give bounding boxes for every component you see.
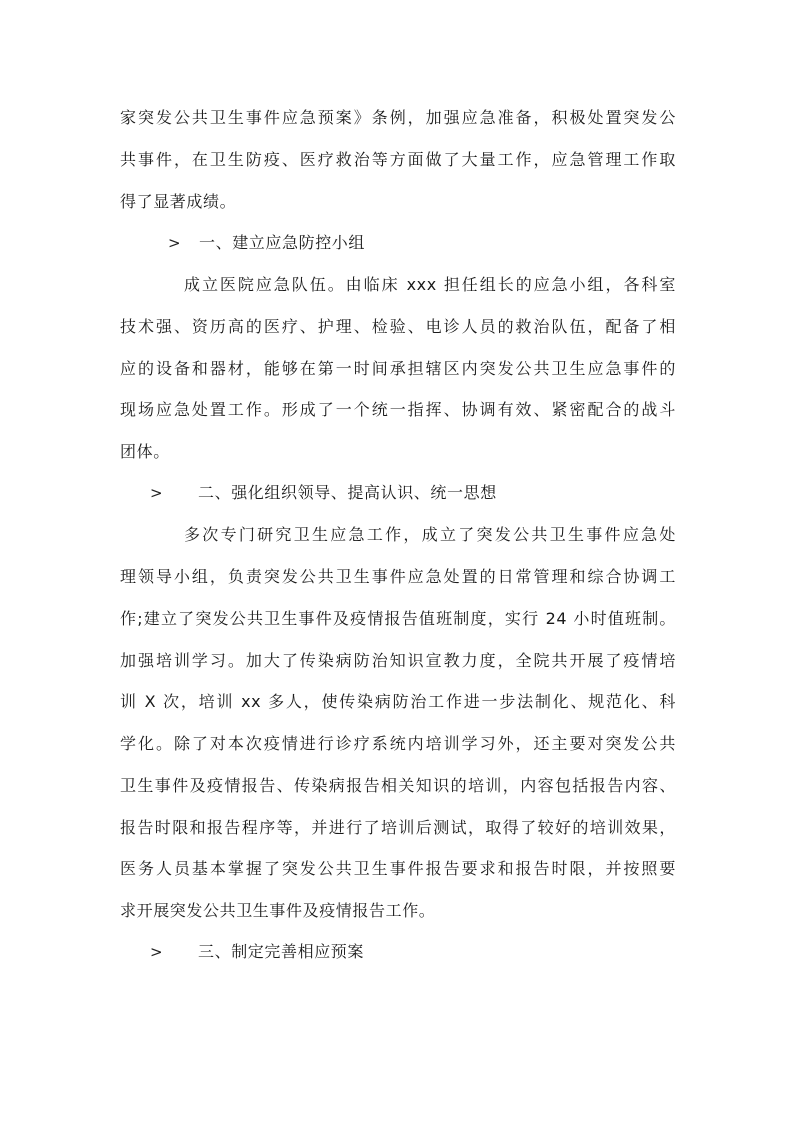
section1-line-1: 成立医院应急队伍。由临床 xxx 担任组长的应急小组，各科室 (184, 275, 676, 294)
section2-line-8: 报告时限和报告程序等，并进行了培训后测试，取得了较好的培训效果， (120, 818, 676, 837)
intro-line-2: 共事件，在卫生防疫、医疗救治等方面做了大量工作，应急管理工作取 (120, 150, 676, 169)
section1-line-4: 现场应急处置工作。形成了一个统一指挥、协调有效、紧密配合的战斗 (120, 400, 676, 419)
section2-line-5: 训 X 次，培训 xx 多人，使传染病防治工作进一步法制化、规范化、科 (120, 692, 676, 711)
section1-line-2: 技术强、资历高的医疗、护理、检验、电诊人员的救治队伍，配备了相 (120, 317, 676, 336)
section3-heading: 三、制定完善相应预案 (198, 942, 365, 961)
section1-bullet: > (168, 234, 181, 252)
section2-line-10: 求开展突发公共卫生事件及疫情报告工作。 (120, 901, 436, 920)
section2-line-1: 多次专门研究卫生应急工作，成立了突发公共卫生事件应急处 (184, 525, 676, 544)
intro-line-1: 家突发公共卫生事件应急预案》条例，加强应急准备，积极处置突发公 (120, 108, 676, 127)
intro-line-3: 得了显著成绩。 (120, 192, 237, 211)
section2-line-9: 医务人员基本掌握了突发公共卫生事件报告要求和报告时限，并按照要 (120, 859, 676, 878)
section2-line-4: 加强培训学习。加大了传染病防治知识宣教力度，全院共开展了疫情培 (120, 651, 676, 670)
section2-line-2: 理领导小组，负责突发公共卫生事件应急处置的日常管理和综合协调工 (120, 567, 676, 586)
section1-line-3: 应的设备和器材，能够在第一时间承担辖区内突发公共卫生应急事件的 (120, 359, 676, 378)
section2-line-6: 学化。除了对本次疫情进行诊疗系统内培训学习外，还主要对突发公共 (120, 734, 676, 753)
section1-line-5: 团体。 (120, 442, 170, 461)
section2-heading: 二、强化组织领导、提高认识、统一思想 (198, 483, 497, 502)
section1-heading: 一、建立应急防控小组 (199, 233, 366, 252)
section2-line-3: 作;建立了突发公共卫生事件及疫情报告值班制度，实行 24 小时值班制。 (120, 609, 676, 628)
section2-bullet: > (150, 484, 163, 502)
section2-line-7: 卫生事件及疫情报告、传染病报告相关知识的培训，内容包括报告内容、 (120, 776, 676, 795)
section3-bullet: > (150, 943, 163, 961)
